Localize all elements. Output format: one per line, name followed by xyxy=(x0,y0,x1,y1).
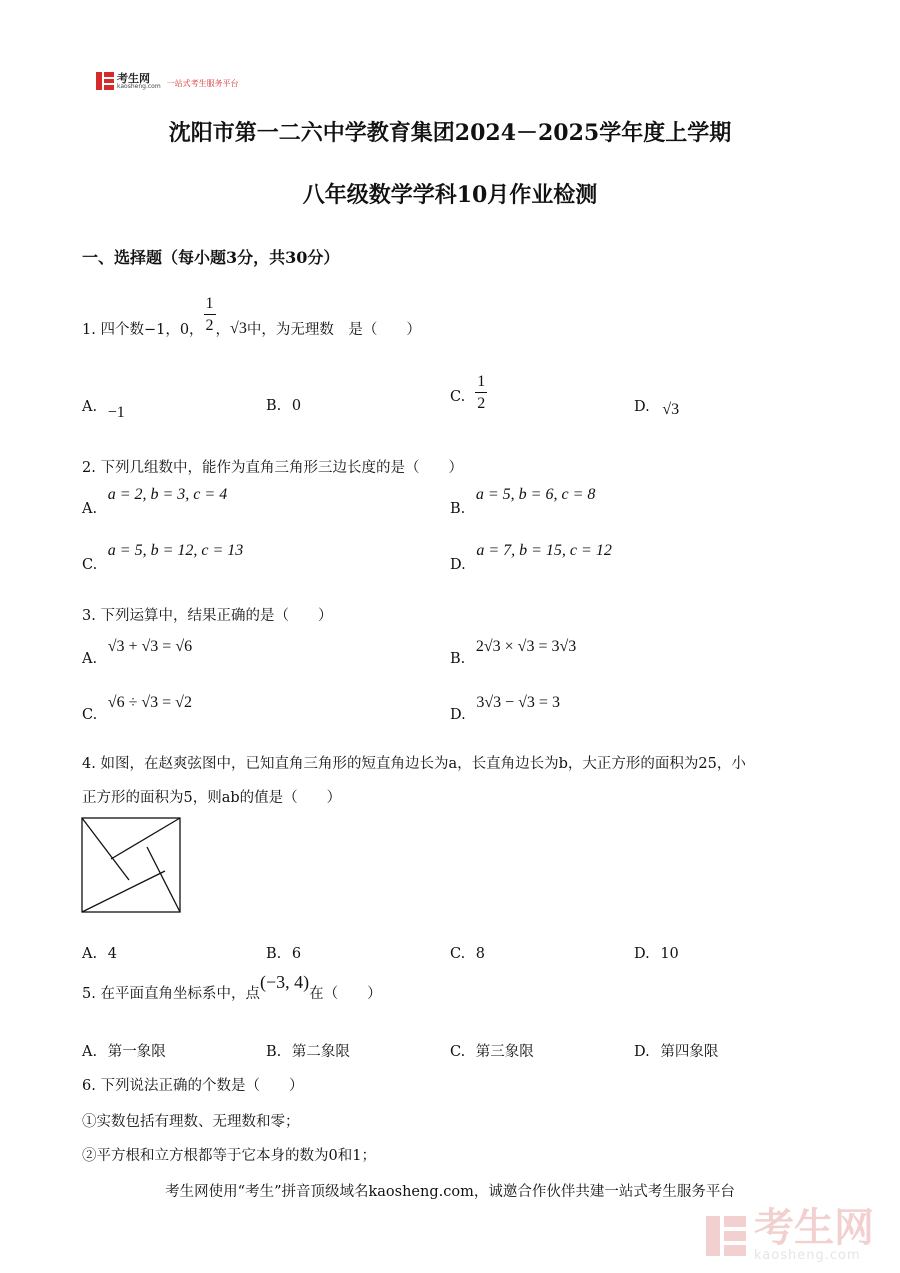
logo-name: 考生网 xyxy=(117,71,150,85)
logo-url: kaosheng.com xyxy=(117,82,161,90)
exam-title-line1: 沈阳市第一二六中学教育集团2024－2025学年度上学期 xyxy=(168,120,732,146)
q4-option-a[interactable] xyxy=(82,946,117,962)
option-label: A. xyxy=(82,399,98,415)
question-6-stem: 6. 下列说法正确的个数是（ ） xyxy=(82,1078,304,1094)
watermark-text: 考生网 xyxy=(754,1205,874,1251)
q4-option-d[interactable] xyxy=(634,946,679,962)
option-label: A. xyxy=(82,946,98,962)
question-4-stem-line1: 4. 如图，在赵爽弦图中，已知直角三角形的短直角边长为a，长直角边长为b，大正方形的面积为25，小 xyxy=(82,756,746,772)
option-label: B. xyxy=(266,1044,282,1060)
option-label: B. xyxy=(450,501,466,517)
option-value: √6 ÷ √3 = √2 xyxy=(107,694,192,711)
logo-slogan: 一站式考生服务平台 xyxy=(166,78,239,88)
brand-logo-icon xyxy=(96,72,114,90)
q1-option-b[interactable] xyxy=(266,398,301,414)
option-label: D. xyxy=(634,399,650,415)
frac-den: 2 xyxy=(477,395,486,412)
question-1-stem xyxy=(82,294,421,339)
watermark-logo-icon xyxy=(704,1214,748,1258)
q3-option-d[interactable] xyxy=(450,694,560,723)
option-value-fraction xyxy=(475,374,487,412)
option-value: −1 xyxy=(107,404,125,421)
option-label: C. xyxy=(82,707,98,723)
exam-title-line2: 八年级数学学科10月作业检测 xyxy=(302,182,598,208)
q1-option-a[interactable] xyxy=(82,398,125,421)
option-value: a = 5, b = 6, c = 8 xyxy=(475,486,596,503)
option-label: B. xyxy=(266,398,282,414)
q5-stem-a: 5. 在平面直角坐标系中，点 xyxy=(82,986,260,1002)
option-label: B. xyxy=(266,946,282,962)
q2-option-d[interactable] xyxy=(450,542,612,573)
option-value: a = 7, b = 15, c = 12 xyxy=(476,542,612,559)
q3-option-c[interactable] xyxy=(82,694,192,723)
question-5-stem xyxy=(82,972,382,1003)
footer-advert: 考生网使用“考生”拼音顶级域名kaosheng.com，诚邀合作伙伴共建一站式考生服务平台 xyxy=(165,1184,735,1200)
q1-option-d[interactable] xyxy=(634,398,679,416)
option-label: C. xyxy=(450,389,466,405)
q1-frac-den: 2 xyxy=(205,316,214,334)
option-value: 0 xyxy=(291,398,302,414)
section-heading: 一、选择题（每小题3分，共30分） xyxy=(82,248,340,267)
option-value: 第三象限 xyxy=(475,1044,534,1060)
q1-option-c[interactable] xyxy=(450,374,487,412)
option-value: 第二象限 xyxy=(291,1044,350,1060)
option-value: 10 xyxy=(660,946,679,962)
q5-option-b[interactable] xyxy=(266,1040,350,1061)
q6-statement-1: ①实数包括有理数、无理数和零； xyxy=(82,1114,300,1130)
q1-fraction xyxy=(204,296,216,334)
option-label: A. xyxy=(82,1044,98,1060)
q4-option-c[interactable] xyxy=(450,946,485,962)
q5-stem-b: 在（ ） xyxy=(309,986,382,1002)
option-label: C. xyxy=(450,1044,466,1060)
q1-stem-c: 中，为无理数 是（ ） xyxy=(246,322,421,338)
q2-option-b[interactable] xyxy=(450,486,596,517)
option-value: 4 xyxy=(107,946,117,962)
q1-stem-a: 1. 四个数−1，0， xyxy=(82,322,204,338)
option-value: √3 xyxy=(662,401,680,418)
question-3-stem: 3. 下列运算中，结果正确的是（ ） xyxy=(82,608,333,624)
option-label: D. xyxy=(634,946,650,962)
frac-num: 1 xyxy=(475,374,487,393)
brand-logo[interactable] xyxy=(96,72,239,90)
q2-option-a[interactable] xyxy=(82,486,228,517)
q5-option-c[interactable] xyxy=(450,1040,534,1061)
option-value: 8 xyxy=(475,946,486,962)
q5-option-a[interactable] xyxy=(82,1040,166,1061)
q1-frac-num: 1 xyxy=(204,296,216,315)
q5-point: (−3, 4) xyxy=(259,972,310,992)
q1-stem-b: ， xyxy=(215,322,231,338)
option-label: C. xyxy=(450,946,466,962)
option-value: 第四象限 xyxy=(660,1044,719,1060)
option-value: 6 xyxy=(291,946,302,962)
option-label: D. xyxy=(450,557,466,573)
option-value: a = 5, b = 12, c = 13 xyxy=(107,542,244,559)
option-label: B. xyxy=(450,651,466,667)
q3-option-a[interactable] xyxy=(82,638,193,667)
watermark xyxy=(704,1205,874,1263)
option-value: a = 2, b = 3, c = 4 xyxy=(107,486,228,503)
q4-option-b[interactable] xyxy=(266,946,301,962)
q2-option-c[interactable] xyxy=(82,542,244,573)
option-label: A. xyxy=(82,501,98,517)
option-label: D. xyxy=(450,707,466,723)
option-label: A. xyxy=(82,651,98,667)
q5-option-d[interactable] xyxy=(634,1040,718,1061)
option-value: √3 + √3 = √6 xyxy=(107,638,193,655)
option-value: 2√3 × √3 = 3√3 xyxy=(475,638,577,655)
option-value: 3√3 − √3 = 3 xyxy=(476,694,560,711)
option-label: D. xyxy=(634,1044,650,1060)
watermark-url: kaosheng.com xyxy=(754,1248,861,1263)
option-label: C. xyxy=(82,557,98,573)
option-value: 第一象限 xyxy=(107,1044,166,1060)
zhao-shuang-diagram xyxy=(81,817,181,913)
question-4-stem-line2: 正方形的面积为5，则ab的值是（ ） xyxy=(82,790,342,806)
q3-option-b[interactable] xyxy=(450,638,577,667)
q6-statement-2: ②平方根和立方根都等于它本身的数为0和1； xyxy=(82,1148,376,1164)
question-2-stem: 2. 下列几组数中，能作为直角三角形三边长度的是（ ） xyxy=(82,460,463,476)
q1-sqrt3: √3 xyxy=(230,319,247,337)
